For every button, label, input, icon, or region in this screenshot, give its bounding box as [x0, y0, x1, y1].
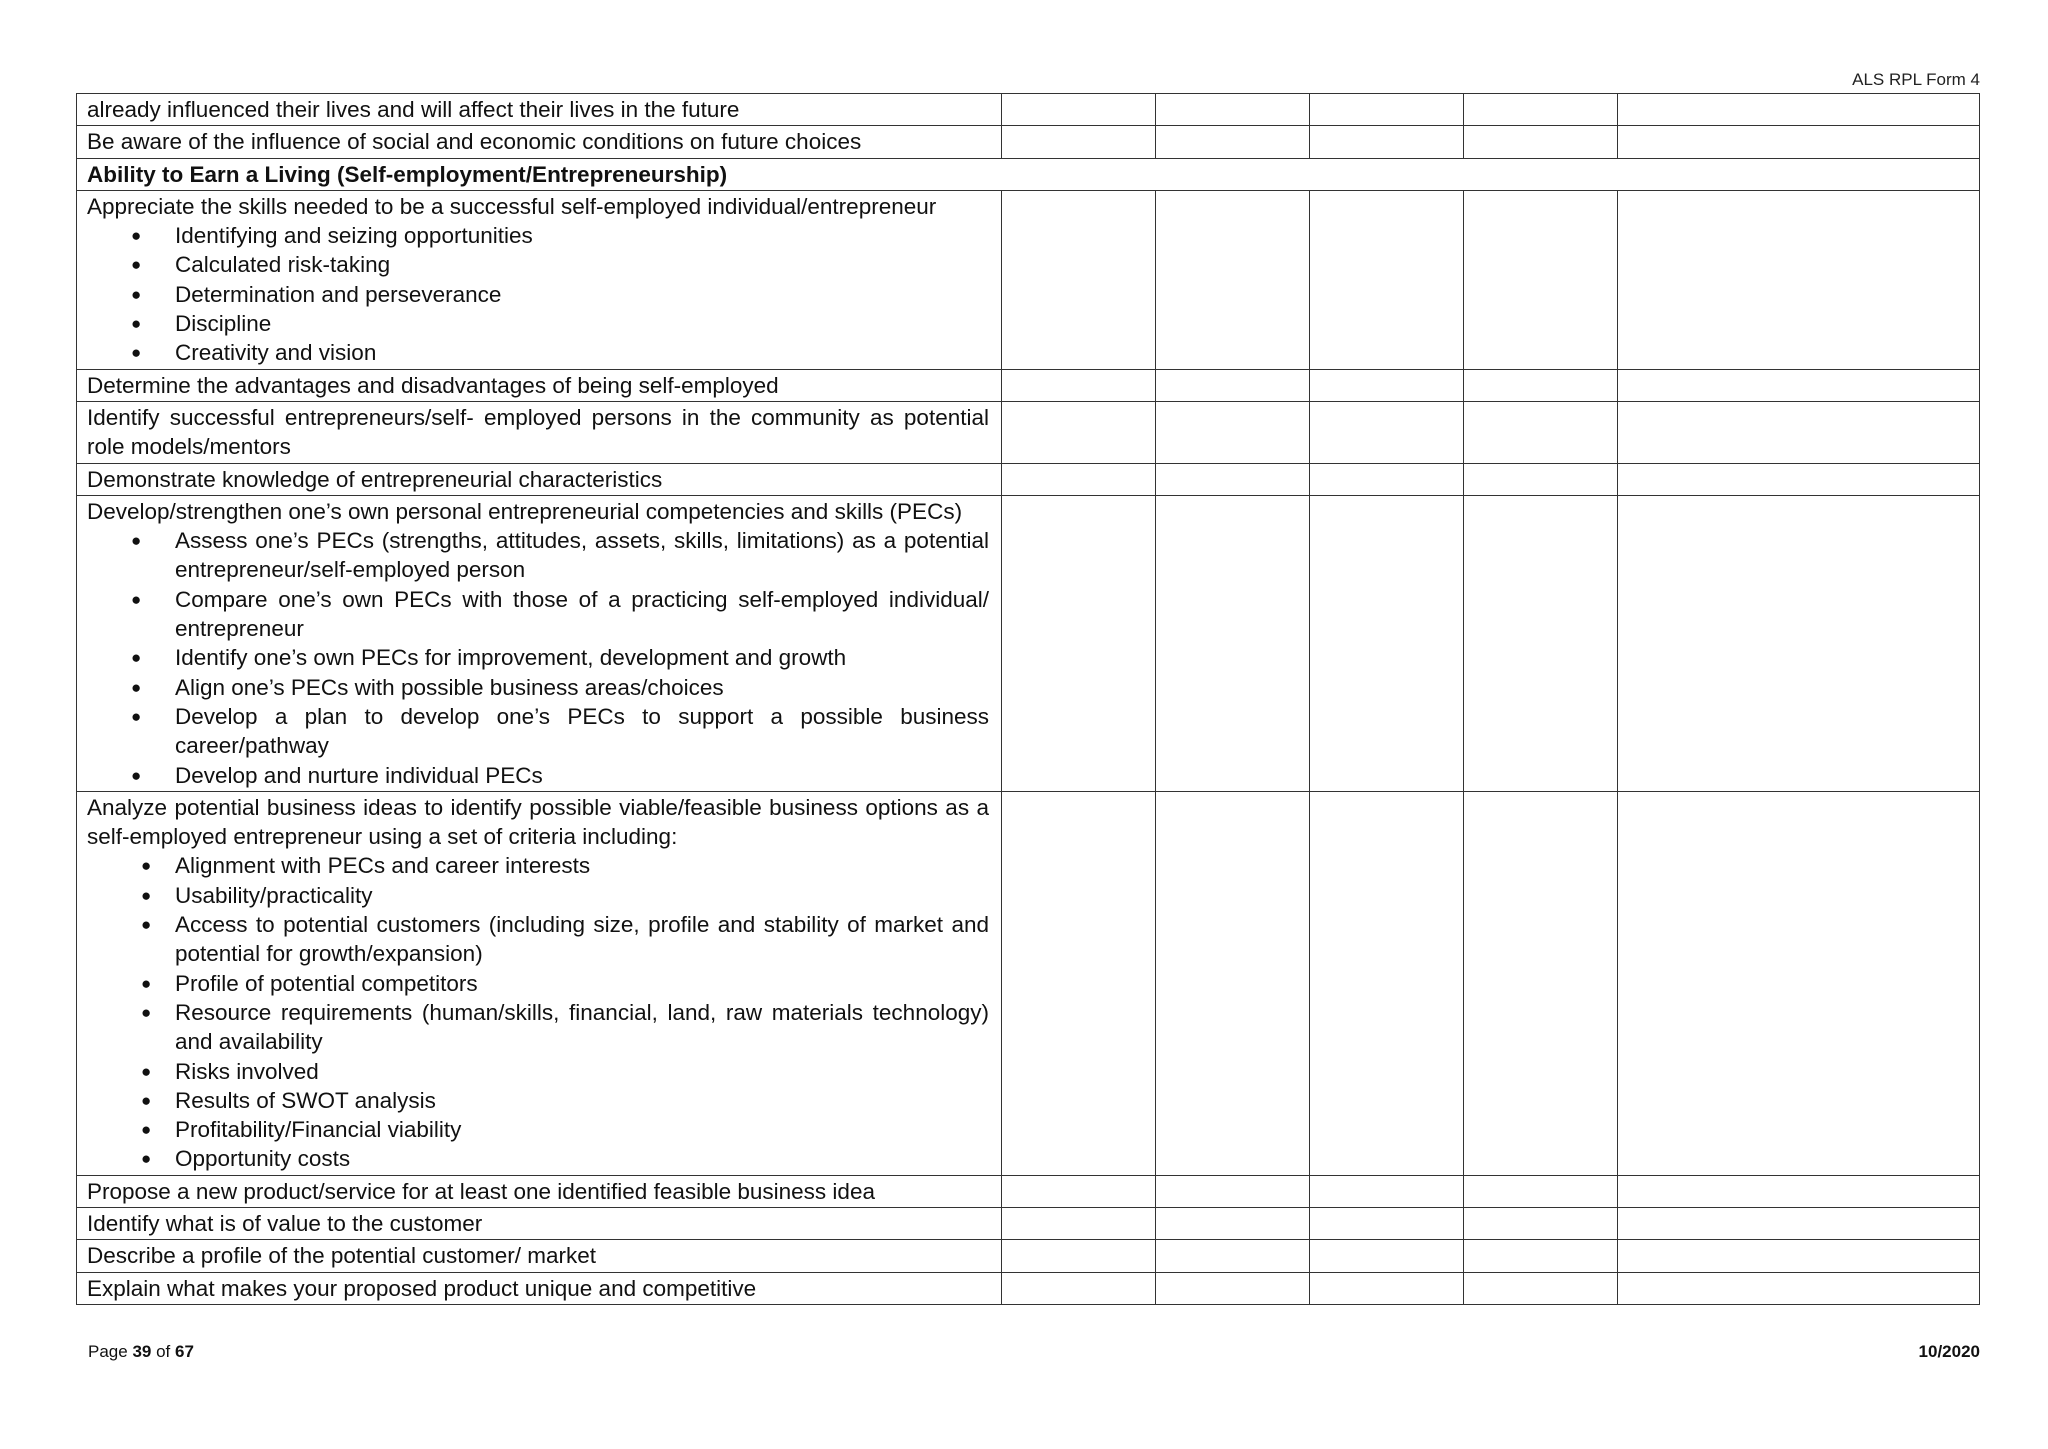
blank-cell: [1156, 126, 1310, 158]
page-total: 67: [175, 1342, 194, 1361]
remarks-cell: [1618, 126, 1980, 158]
competency-cell: Be aware of the influence of social and economic conditions on future choices: [77, 126, 1002, 158]
blank-cell: [1310, 791, 1464, 1175]
blank-cell: [1002, 401, 1156, 463]
blank-cell: [1156, 94, 1310, 126]
competency-cell: Demonstrate knowledge of entrepreneurial characteristics: [77, 463, 1002, 495]
blank-cell: [1156, 791, 1310, 1175]
list-item: ● Compare one’s own PECs with those of a practicing self-employed individual/ entrepreneur: [87, 585, 989, 644]
blank-cell: [1310, 495, 1464, 791]
of-label: of: [156, 1342, 171, 1361]
table-row: [77, 1272, 1980, 1304]
remarks-cell: [1618, 94, 1980, 126]
competency-cell: Identify what is of value to the customer: [77, 1207, 1002, 1239]
list-item: ● Risks involved: [87, 1057, 989, 1086]
blank-cell: [1464, 1175, 1618, 1207]
list-item: ● Results of SWOT analysis: [87, 1086, 989, 1115]
blank-cell: [1464, 401, 1618, 463]
section-row: [77, 158, 1980, 190]
blank-cell: [1002, 94, 1156, 126]
section-title: Ability to Earn a Living (Self-employment/Entrepreneurship): [77, 158, 1980, 190]
list-item: ● Calculated risk-taking: [87, 250, 989, 279]
blank-cell: [1002, 369, 1156, 401]
list-item: ● Align one’s PECs with possible business areas/choices: [87, 673, 989, 702]
remarks-cell: [1618, 1207, 1980, 1239]
table-row: [77, 463, 1980, 495]
blank-cell: [1464, 190, 1618, 369]
competency-cell: Describe a profile of the potential customer/ market: [77, 1240, 1002, 1272]
remarks-cell: [1618, 369, 1980, 401]
table-row: [77, 401, 1980, 463]
blank-cell: [1310, 190, 1464, 369]
list-item: ● Resource requirements (human/skills, financial, land, raw materials technology) and availability: [87, 998, 989, 1057]
table-row: [77, 791, 1980, 1175]
form-id: ALS RPL Form 4: [1852, 70, 1980, 89]
list-item: ● Develop a plan to develop one’s PECs to support a possible business career/pathway: [87, 702, 989, 761]
blank-cell: [1156, 1240, 1310, 1272]
blank-cell: [1464, 1272, 1618, 1304]
bullet-list: [87, 851, 989, 1173]
list-item: ● Profitability/Financial viability: [87, 1115, 989, 1144]
revision-date: 10/2020: [1918, 1342, 1980, 1361]
table-row: [77, 369, 1980, 401]
competency-cell: Analyze potential business ideas to identify possible viable/feasible business options as a self-employed entrepreneur using a set of criteria including: ● Alignment with PECs and career interests ● Usability/practicality ● Access to potential customers (including size, profile and stability of market and potential for growth/expansion) ● Profile of potential competitors ● Resource requirements (human/skills, financial, land, raw materials technology) and availability ● Risks involved ● Results of SWOT analysis ● Profitability/Financial viability ● Opportunity costs: [77, 791, 1002, 1175]
table-row: [77, 495, 1980, 791]
blank-cell: [1464, 369, 1618, 401]
blank-cell: [1310, 126, 1464, 158]
list-item: ● Assess one’s PECs (strengths, attitudes, assets, skills, limitations) as a potential entrepreneur/self-employed person: [87, 526, 989, 585]
competency-cell: Explain what makes your proposed product unique and competitive: [77, 1272, 1002, 1304]
list-item: ● Creativity and vision: [87, 338, 989, 367]
blank-cell: [1464, 1207, 1618, 1239]
remarks-cell: [1618, 791, 1980, 1175]
blank-cell: [1310, 1207, 1464, 1239]
list-item: ● Opportunity costs: [87, 1144, 989, 1173]
competency-cell: Determine the advantages and disadvantages of being self-employed: [77, 369, 1002, 401]
list-item: ● Usability/practicality: [87, 881, 989, 910]
blank-cell: [1156, 369, 1310, 401]
blank-cell: [1310, 94, 1464, 126]
blank-cell: [1156, 1272, 1310, 1304]
blank-cell: [1310, 1272, 1464, 1304]
blank-cell: [1156, 190, 1310, 369]
blank-cell: [1002, 126, 1156, 158]
remarks-cell: [1618, 495, 1980, 791]
remarks-cell: [1618, 1272, 1980, 1304]
blank-cell: [1156, 495, 1310, 791]
table-row: [77, 1175, 1980, 1207]
table-row: [77, 190, 1980, 369]
competency-cell: Identify successful entrepreneurs/self- employed persons in the community as potential role models/mentors: [77, 401, 1002, 463]
blank-cell: [1002, 1207, 1156, 1239]
remarks-cell: [1618, 190, 1980, 369]
competency-cell: Develop/strengthen one’s own personal entrepreneurial competencies and skills (PECs) ● Assess one’s PECs (strengths, attitudes, assets, skills, limitations) as a potential entrepreneur/self-employed person ● Compare one’s own PECs with those of a practicing self-employed individual/ entrepreneur ● Identify one’s own PECs for improvement, development and growth ● Align one’s PECs with possible business areas/choices ● Develop a plan to develop one’s PECs to support a possible business career/pathway ● Develop and nurture individual PECs: [77, 495, 1002, 791]
page-label: Page: [88, 1342, 128, 1361]
list-item: ● Develop and nurture individual PECs: [87, 761, 989, 790]
blank-cell: [1002, 1272, 1156, 1304]
blank-cell: [1464, 94, 1618, 126]
list-item: ● Identifying and seizing opportunities: [87, 221, 989, 250]
remarks-cell: [1618, 1240, 1980, 1272]
remarks-cell: [1618, 463, 1980, 495]
table-row: [77, 126, 1980, 158]
blank-cell: [1002, 1175, 1156, 1207]
bullet-list: [87, 526, 989, 790]
blank-cell: [1464, 463, 1618, 495]
competency-cell: already influenced their lives and will affect their lives in the future: [77, 94, 1002, 126]
blank-cell: [1310, 1240, 1464, 1272]
list-item: ● Identify one’s own PECs for improvement, development and growth: [87, 643, 989, 672]
blank-cell: [1464, 1240, 1618, 1272]
bullet-list: [87, 221, 989, 367]
blank-cell: [1464, 126, 1618, 158]
table-row: [77, 1240, 1980, 1272]
list-item: ● Profile of potential competitors: [87, 969, 989, 998]
blank-cell: [1156, 401, 1310, 463]
competency-table: [76, 93, 1980, 1305]
blank-cell: [1310, 1175, 1464, 1207]
list-item: ● Discipline: [87, 309, 989, 338]
blank-cell: [1310, 401, 1464, 463]
remarks-cell: [1618, 1175, 1980, 1207]
blank-cell: [1464, 495, 1618, 791]
list-item: ● Determination and perseverance: [87, 280, 989, 309]
blank-cell: [1156, 1207, 1310, 1239]
blank-cell: [1002, 463, 1156, 495]
blank-cell: [1002, 791, 1156, 1175]
blank-cell: [1464, 791, 1618, 1175]
blank-cell: [1002, 495, 1156, 791]
competency-cell: Appreciate the skills needed to be a successful self-employed individual/entrepreneur ● Identifying and seizing opportunities ● Calculated risk-taking ● Determination and perseverance ● Discipline ● Creativity and vision: [77, 190, 1002, 369]
remarks-cell: [1618, 401, 1980, 463]
blank-cell: [1002, 190, 1156, 369]
blank-cell: [1310, 369, 1464, 401]
blank-cell: [1156, 463, 1310, 495]
table-row: [77, 1207, 1980, 1239]
page-current: 39: [132, 1342, 152, 1361]
list-item: ● Access to potential customers (including size, profile and stability of market and potential for growth/expansion): [87, 910, 989, 969]
competency-cell: Propose a new product/service for at least one identified feasible business idea: [77, 1175, 1002, 1207]
list-item: ● Alignment with PECs and career interests: [87, 851, 989, 880]
table-row: [77, 94, 1980, 126]
blank-cell: [1310, 463, 1464, 495]
blank-cell: [1002, 1240, 1156, 1272]
blank-cell: [1156, 1175, 1310, 1207]
page-number: [88, 1342, 194, 1362]
